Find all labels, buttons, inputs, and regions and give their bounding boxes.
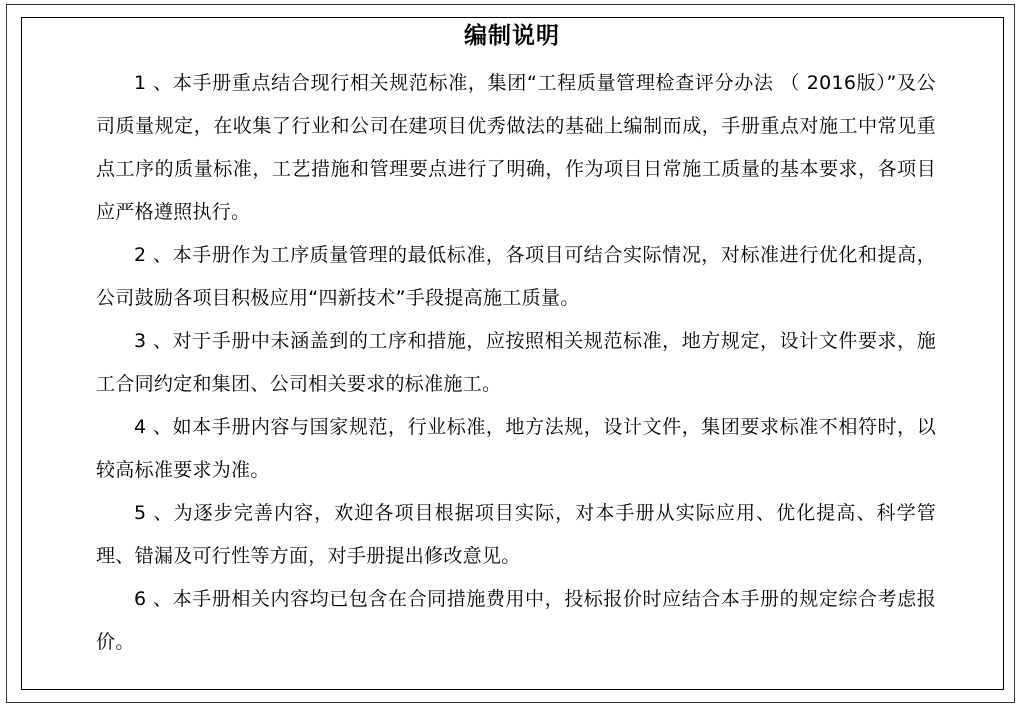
document-body [96,62,936,664]
paragraph-6: 6 、本手册相关内容均已包含在合同措施费用中，投标报价时应结合本手册的规定综合考虑报价。 [96,588,936,653]
paragraph-3: 3 、对于手册中未涵盖到的工序和措施，应按照相关规范标准，地方规定，设计文件要求，施工合同约定和集团、公司相关要求的标准施工。 [96,330,936,395]
page-title: 编制说明 [464,23,560,49]
paragraph-1: 1 、本手册重点结合现行相关规范标准，集团“工程质量管理检查评分办法 （ 2016版）”及公司质量规定，在收集了行业和公司在建项目优秀做法的基础上编制而成，手册重点对施工中常见重点工序的质量标准，工艺措施和管理要点进行了明确，作为项目日常施工质量的基本要求，各项目应严格遵照执行。 [96,72,936,223]
paragraph-5: 5 、为逐步完善内容，欢迎各项目根据项目实际，对本手册从实际应用、优化提高、科学管理、错漏及可行性等方面，对手册提出修改意见。 [96,502,936,567]
paragraph-2: 2 、本手册作为工序质量管理的最低标准，各项目可结合实际情况，对标准进行优化和提高，公司鼓励各项目积极应用“四新技术”手段提高施工质量。 [96,244,936,309]
paragraph-4: 4 、如本手册内容与国家规范，行业标准，地方法规，设计文件，集团要求标准不相符时，以较高标准要求为准。 [96,416,936,481]
